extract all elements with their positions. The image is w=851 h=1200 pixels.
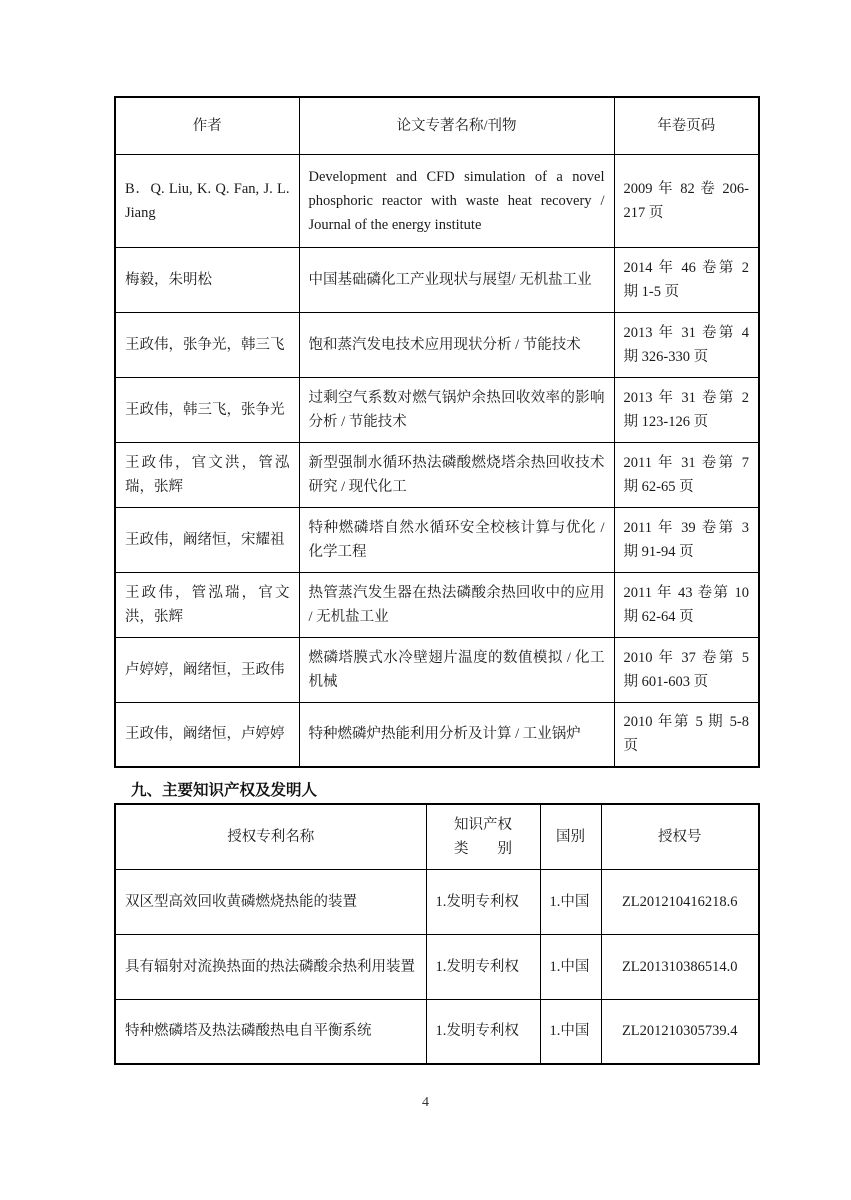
author-cell: 王政伟，韩三飞，张争光	[115, 377, 299, 442]
table-row	[115, 507, 759, 572]
patent-name-cell: 双区型高效回收黄磷燃烧热能的装置	[115, 869, 426, 934]
cite-cell: 2014 年 46 卷第 2 期 1-5 页	[614, 247, 759, 312]
ip-type-cell: 1.发明专利权	[426, 999, 540, 1064]
publications-header-row	[115, 97, 759, 154]
publications-table	[114, 96, 760, 768]
title-cell: 过剩空气系数对燃气锅炉余热回收效率的影响分析 / 节能技术	[299, 377, 614, 442]
table-row	[115, 377, 759, 442]
title-cell: 特种燃磷塔自然水循环安全校核计算与优化 / 化学工程	[299, 507, 614, 572]
title-cell: 新型强制水循环热法磷酸燃烧塔余热回收技术研究 / 现代化工	[299, 442, 614, 507]
author-cell: B．Q. Liu, K. Q. Fan, J. L. Jiang	[115, 154, 299, 247]
ip-type-cell: 1.发明专利权	[426, 934, 540, 999]
author-cell: 王政伟，阚绪恒，宋耀祖	[115, 507, 299, 572]
header-ip-type-line2: 类 别	[454, 840, 512, 857]
patents-table	[114, 803, 760, 1065]
table-row	[115, 247, 759, 312]
country-cell: 1.中国	[540, 999, 601, 1064]
title-cell: 热管蒸汽发生器在热法磷酸余热回收中的应用 / 无机盐工业	[299, 572, 614, 637]
header-number: 授权号	[601, 804, 759, 869]
author-cell: 王政伟，阚绪恒，卢婷婷	[115, 702, 299, 767]
header-author: 作者	[115, 97, 299, 154]
author-cell: 卢婷婷，阚绪恒，王政伟	[115, 637, 299, 702]
patent-number-cell: ZL201210305739.4	[601, 999, 759, 1064]
patent-name-cell: 特种燃磷塔及热法磷酸热电自平衡系统	[115, 999, 426, 1064]
table-row	[115, 637, 759, 702]
table-row	[115, 702, 759, 767]
cite-cell: 2010 年 37 卷第 5 期 601-603 页	[614, 637, 759, 702]
title-cell: 燃磷塔膜式水冷壁翅片温度的数值模拟 / 化工机械	[299, 637, 614, 702]
table-row	[115, 312, 759, 377]
cite-cell: 2011 年 43 卷第 10 期 62-64 页	[614, 572, 759, 637]
title-cell: 饱和蒸汽发电技术应用现状分析 / 节能技术	[299, 312, 614, 377]
table-row	[115, 572, 759, 637]
ip-type-cell: 1.发明专利权	[426, 869, 540, 934]
header-title: 论文专著名称/刊物	[299, 97, 614, 154]
author-cell: 王政伟，管泓瑞，官文洪，张辉	[115, 572, 299, 637]
page-number: 4	[422, 1095, 429, 1110]
table-row	[115, 154, 759, 247]
header-cite: 年卷页码	[614, 97, 759, 154]
header-patent-name: 授权专利名称	[115, 804, 426, 869]
country-cell: 1.中国	[540, 869, 601, 934]
header-country: 国别	[540, 804, 601, 869]
cite-cell: 2013 年 31 卷第 4 期 326-330 页	[614, 312, 759, 377]
title-cell: 特种燃磷炉热能利用分析及计算 / 工业锅炉	[299, 702, 614, 767]
patent-number-cell: ZL201210416218.6	[601, 869, 759, 934]
cite-cell: 2011 年 31 卷第 7 期 62-65 页	[614, 442, 759, 507]
section-heading: 九、主要知识产权及发明人	[131, 782, 318, 799]
header-ip-type-line1: 知识产权	[454, 816, 512, 833]
table-row	[115, 934, 759, 999]
country-cell: 1.中国	[540, 934, 601, 999]
cite-cell: 2011 年 39 卷第 3 期 91-94 页	[614, 507, 759, 572]
cite-cell: 2009 年 82 卷 206-217 页	[614, 154, 759, 247]
patent-name-cell: 具有辐射对流换热面的热法磷酸余热利用装置	[115, 934, 426, 999]
author-cell: 梅毅，朱明松	[115, 247, 299, 312]
cite-cell: 2010 年第 5 期 5-8 页	[614, 702, 759, 767]
header-ip-type	[426, 804, 540, 869]
cite-cell: 2013 年 31 卷第 2 期 123-126 页	[614, 377, 759, 442]
author-cell: 王政伟，张争光，韩三飞	[115, 312, 299, 377]
table-row	[115, 999, 759, 1064]
patents-header-row	[115, 804, 759, 869]
table-row	[115, 869, 759, 934]
author-cell: 王政伟，官文洪，管泓瑞，张辉	[115, 442, 299, 507]
title-cell: 中国基础磷化工产业现状与展望/ 无机盐工业	[299, 247, 614, 312]
table-row	[115, 442, 759, 507]
title-cell: Development and CFD simulation of a novel phosphoric reactor with waste heat recovery / Journal of the energy institute	[299, 154, 614, 247]
patent-number-cell: ZL201310386514.0	[601, 934, 759, 999]
